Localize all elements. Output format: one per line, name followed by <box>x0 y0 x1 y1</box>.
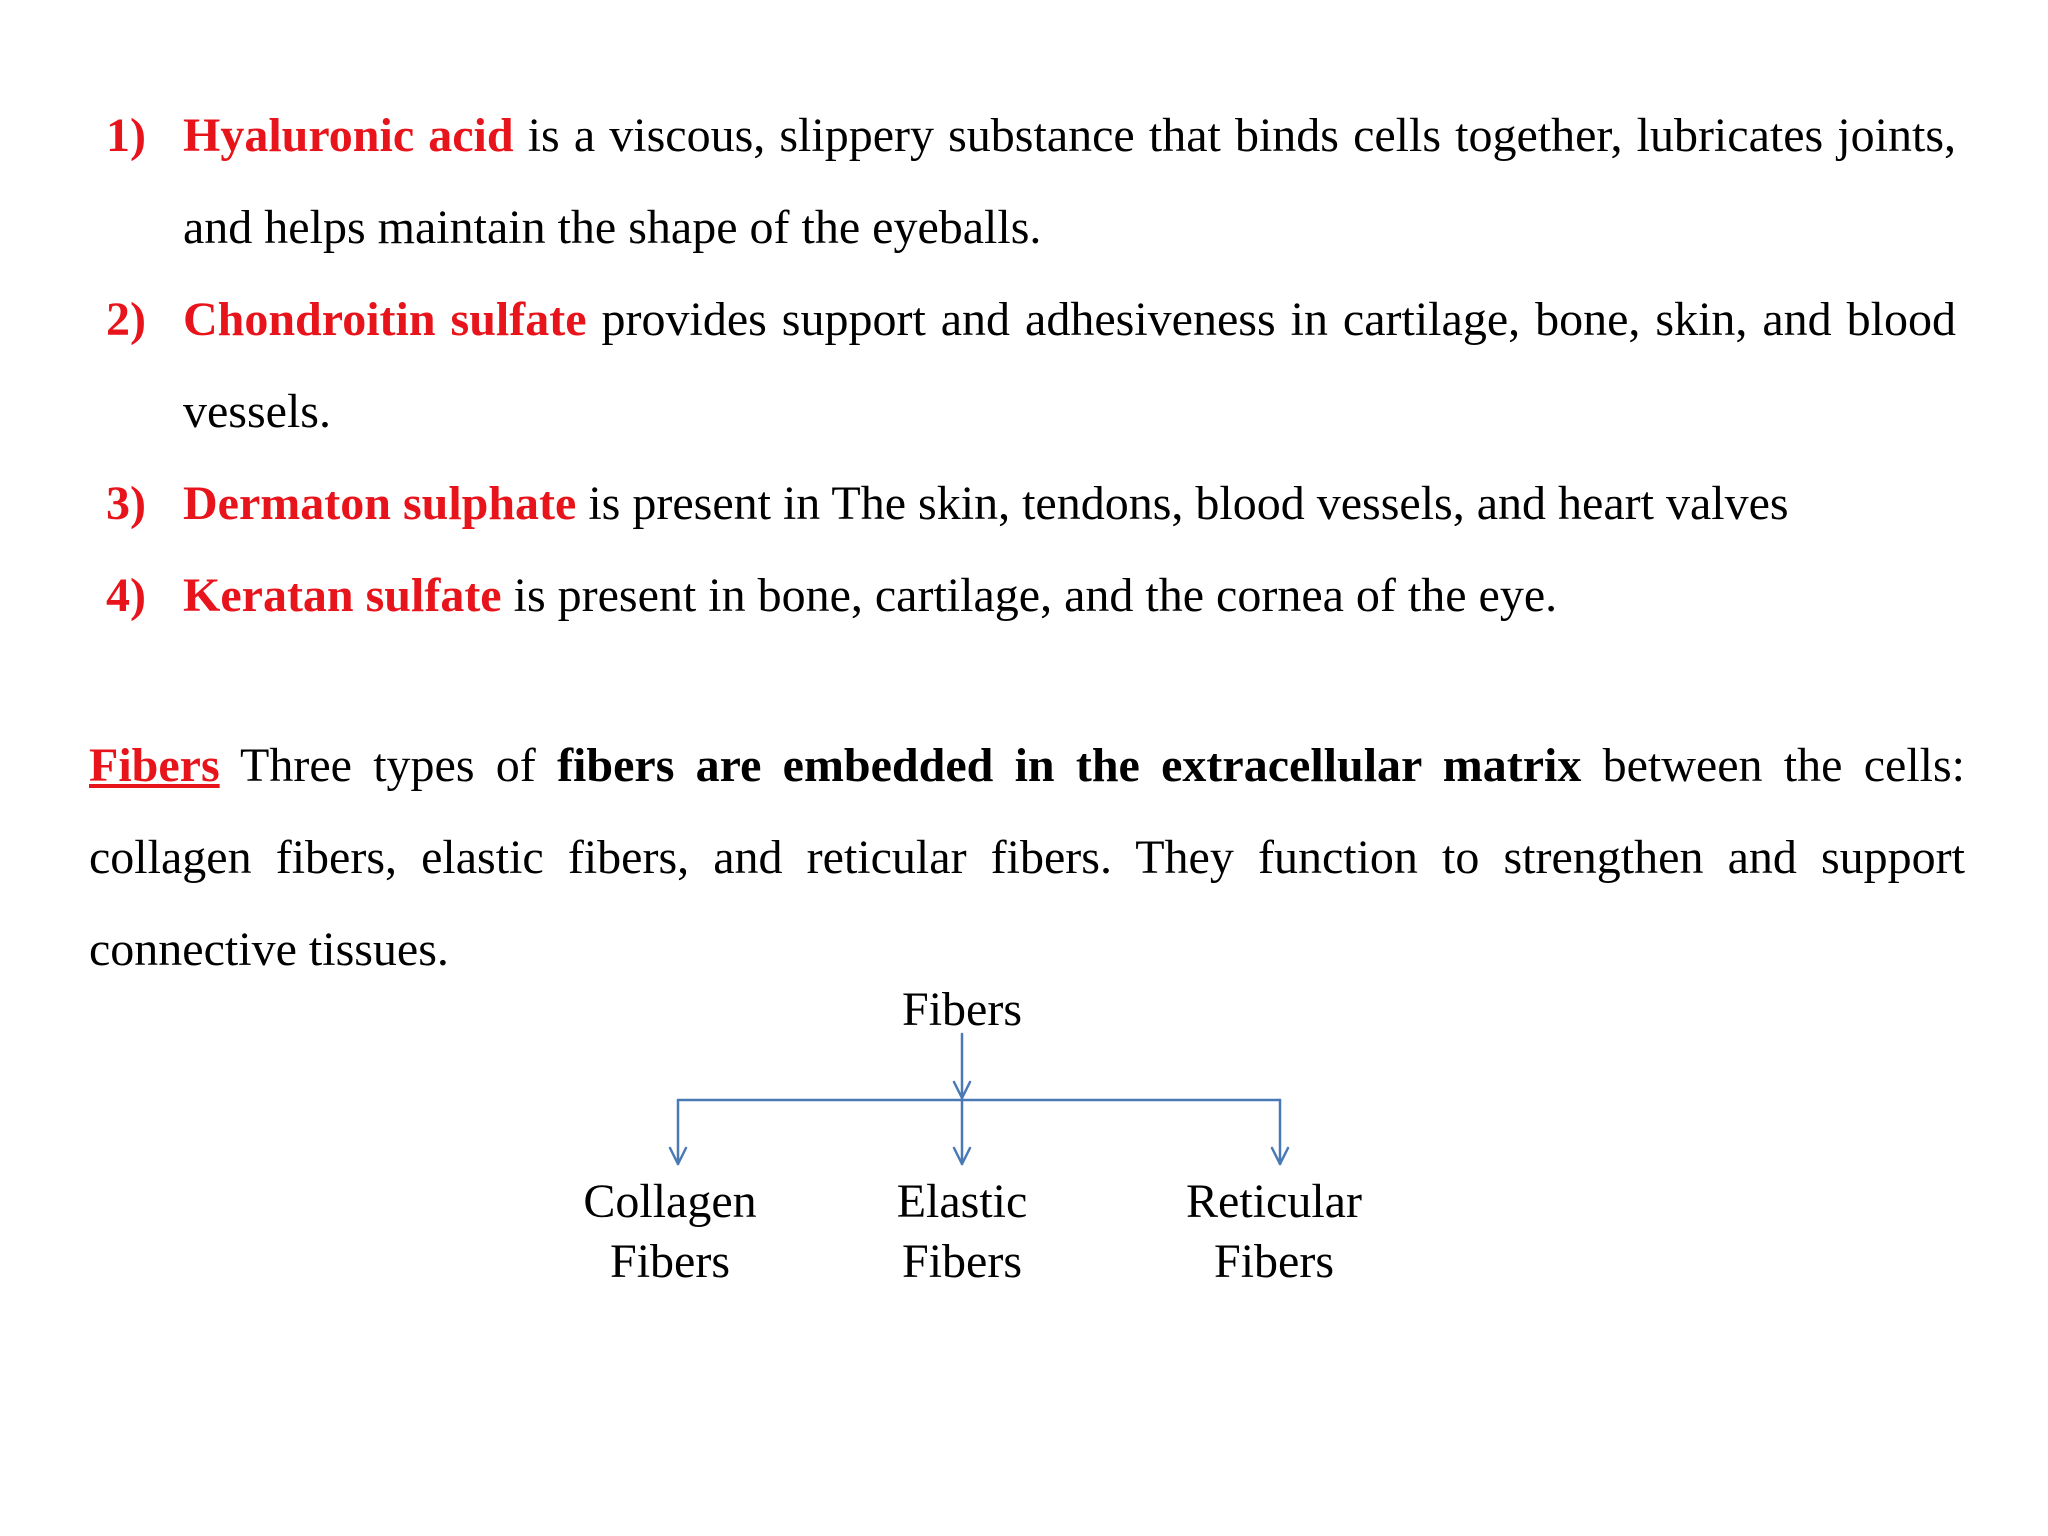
list-number: 3) <box>106 477 146 530</box>
list-term: Chondroitin sulfate <box>183 293 587 346</box>
fibers-text-1: Three types of <box>219 739 558 792</box>
list-number: 2) <box>106 293 146 346</box>
list-item-keratan-sulfate <box>106 550 1956 642</box>
elastic-arrowhead <box>954 1148 970 1164</box>
list-number: 4) <box>106 569 146 622</box>
list-item-text <box>183 274 1956 458</box>
glycosaminoglycan-list <box>106 90 1956 642</box>
diagram-root-node: Fibers <box>902 983 1022 1036</box>
child-line-1: Collagen <box>583 1175 757 1228</box>
collagen-arrowhead <box>670 1148 686 1164</box>
fibers-paragraph <box>89 720 1965 996</box>
diagram-child-elastic <box>832 1172 1092 1292</box>
list-description: is a viscous, slippery substance that binds cells together, lubricates joints, and helps maintain the shape of the eyeballs. <box>183 109 1956 254</box>
list-description: is present in The skin, tendons, blood vessels, and heart valves <box>576 477 1789 530</box>
diagram-child-reticular <box>1144 1172 1404 1292</box>
list-term: Keratan sulfate <box>183 569 502 622</box>
list-item-chondroitin-sulfate <box>106 274 1956 458</box>
list-term: Dermaton sulphate <box>183 477 577 530</box>
child-line-1: Elastic <box>896 1175 1028 1228</box>
list-item-text <box>183 550 1956 642</box>
list-item-text <box>183 458 1956 550</box>
list-number: 1) <box>106 109 146 162</box>
child-line-2: Fibers <box>902 1235 1022 1288</box>
list-description: provides support and adhesiveness in cartilage, bone, skin, and blood vessels. <box>183 293 1956 438</box>
root-arrowhead <box>954 1082 970 1098</box>
child-line-2: Fibers <box>1214 1235 1334 1288</box>
list-item-dermaton-sulphate <box>106 458 1956 550</box>
list-term: Hyaluronic acid <box>183 109 514 162</box>
fibers-heading: Fibers <box>89 739 220 792</box>
list-item-hyaluronic-acid <box>106 90 1956 274</box>
diagram-child-collagen <box>540 1172 800 1292</box>
fibers-bold-text: fibers are embedded in the extracellular matrix <box>557 739 1582 792</box>
child-line-1: Reticular <box>1186 1175 1362 1228</box>
list-description: is present in bone, cartilage, and the cornea of the eye. <box>501 569 1558 622</box>
fibers-text-2: between the cells: collagen fibers, elastic fibers, and reticular fibers. They function to strengthen and support connective tissues. <box>89 739 1966 976</box>
list-item-text <box>183 90 1956 274</box>
child-line-2: Fibers <box>610 1235 730 1288</box>
reticular-arrowhead <box>1272 1148 1288 1164</box>
